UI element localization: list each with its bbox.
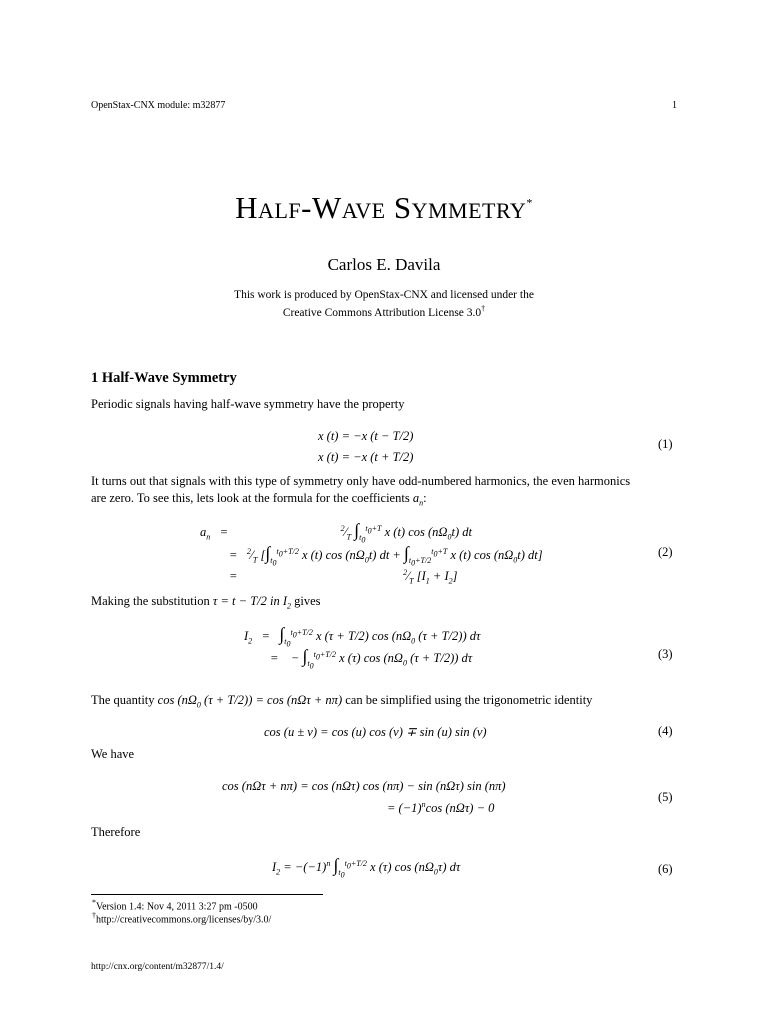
author: Carlos E. Davila: [327, 255, 441, 274]
footnote-rule: [91, 894, 323, 895]
equation-number-1: (1): [658, 437, 673, 451]
paragraph-3-text-b: gives: [294, 594, 321, 608]
equation-2-line-1: $a_n$ = $^2⁄_T$ $\int_{t_0}^{t_0+T}$ x (t) $\cos (n\Omega_0t)$ dt: [200, 520, 472, 545]
coefficient-symbol: $a_n$: [412, 491, 424, 508]
footnote-2-mark: †: [92, 911, 96, 920]
paragraph-6: Therefore: [91, 825, 141, 839]
page-number: 1: [672, 100, 677, 111]
equation-number-6: (6): [658, 862, 673, 876]
license-line-2: [0, 304, 768, 319]
footnote-2: [92, 911, 271, 925]
equation-5-line-2: = $(-1)^n\cos$ (nΩτ) − 0: [387, 800, 495, 816]
paragraph-2-text: are zero. To see this, lets look at the formula for the coefficients: [91, 491, 410, 505]
footer-url[interactable]: http://cnx.org/content/m32877/1.4/: [91, 962, 224, 972]
paragraph-2-line-2: are zero. To see this, lets look at the formula for the coefficients $a_n$:: [91, 491, 427, 508]
substitution-expression: τ = t − T/2 in $I_2$: [212, 594, 292, 611]
paragraph-3: [91, 592, 321, 616]
paragraph-2-line-1: It turns out that signals with this type of symmetry only have odd-numbered harmonics, the even harmonics: [91, 474, 631, 488]
equation-number-2: (2): [658, 545, 673, 559]
equation-number-4: (4): [658, 724, 673, 738]
title-text: Half-Wave Symmetry: [235, 190, 527, 225]
header-module: OpenStax-CNX module: m32877: [91, 100, 226, 111]
footnote-1-text: Version 1.4: Nov 4, 2011 3:27 pm -0500: [96, 901, 258, 913]
equation-5-line-2-a: = (−1): [387, 801, 422, 816]
document-title: [0, 190, 768, 226]
equation-1-line-2: x (t) = −x (t + T/2): [318, 450, 414, 464]
paragraph-4-text-b: can be simplified using the trigonometric identity: [345, 693, 593, 707]
paragraph-3-text-a: Making the substitution: [91, 594, 210, 608]
footnote-1-mark: *: [92, 898, 96, 907]
equation-2-line-3: = $^2⁄_T$ $[I_1 + I_2]$: [229, 568, 458, 586]
equation-1-line-1: x (t) = −x (t − T/2): [318, 429, 414, 443]
equation-5-line-2-b: cos (nΩτ) − 0: [425, 801, 495, 816]
license-text: Creative Commons Attribution License 3.0: [282, 306, 482, 319]
footnote-2-link[interactable]: http://creativecommons.org/licenses/by/3.0/: [96, 914, 272, 926]
equation-5-line-1: cos (nΩτ + nπ) = cos (nΩτ) cos (nπ) − sin (nΩτ) sin (nπ): [222, 779, 506, 793]
paragraph-4-text-a: The quantity: [91, 693, 155, 707]
equation-number-5: (5): [658, 790, 673, 804]
equation-number-3: (3): [658, 647, 673, 661]
title-footnote-mark: *: [526, 195, 533, 210]
equation-6: $I_2 = -(-1)^n$ $\int_{t_0}^{t_0+T/2}$ x (τ) $\cos (n\Omega_0\tau)$ dτ: [272, 855, 461, 880]
quantity-expression: $\cos (n\Omega_0$ (τ + T/2)) = cos (nΩτ + nπ): [157, 693, 343, 710]
section-heading: 1 Half-Wave Symmetry: [91, 370, 237, 386]
paragraph-1: Periodic signals having half-wave symmetry have the property: [91, 397, 405, 411]
equation-3-line-1: $I_2 = \int_{t_0}^{t_0+T/2}$ x (τ + T/2) $\cos (n\Omega_0$ (τ + T/2)) dτ: [244, 624, 481, 649]
paragraph-4: [91, 691, 592, 715]
license-line-1: This work is produced by OpenStax-CNX and licensed under the: [234, 289, 534, 301]
paragraph-5: We have: [91, 747, 135, 761]
equation-3-line-2: = − $\int_{t_0}^{t_0+T/2}$ x (τ) $\cos (n\Omega_0$ (τ + T/2)) dτ: [270, 646, 473, 671]
equation-4: cos (u ± v) = cos (u) cos (v) ∓ sin (u) sin (v): [264, 725, 487, 739]
license-footnote-mark: †: [481, 304, 486, 313]
equation-2-line-2: = $^2⁄_T$ [$\int_{t_0}^{t_0+T/2}$ x (t) $\cos (n\Omega_0t)$ dt + $\int_{t_0+T/2}^{t_0+T}$ x (t) $\cos (n\Omega_0t)$ dt]: [229, 543, 543, 568]
